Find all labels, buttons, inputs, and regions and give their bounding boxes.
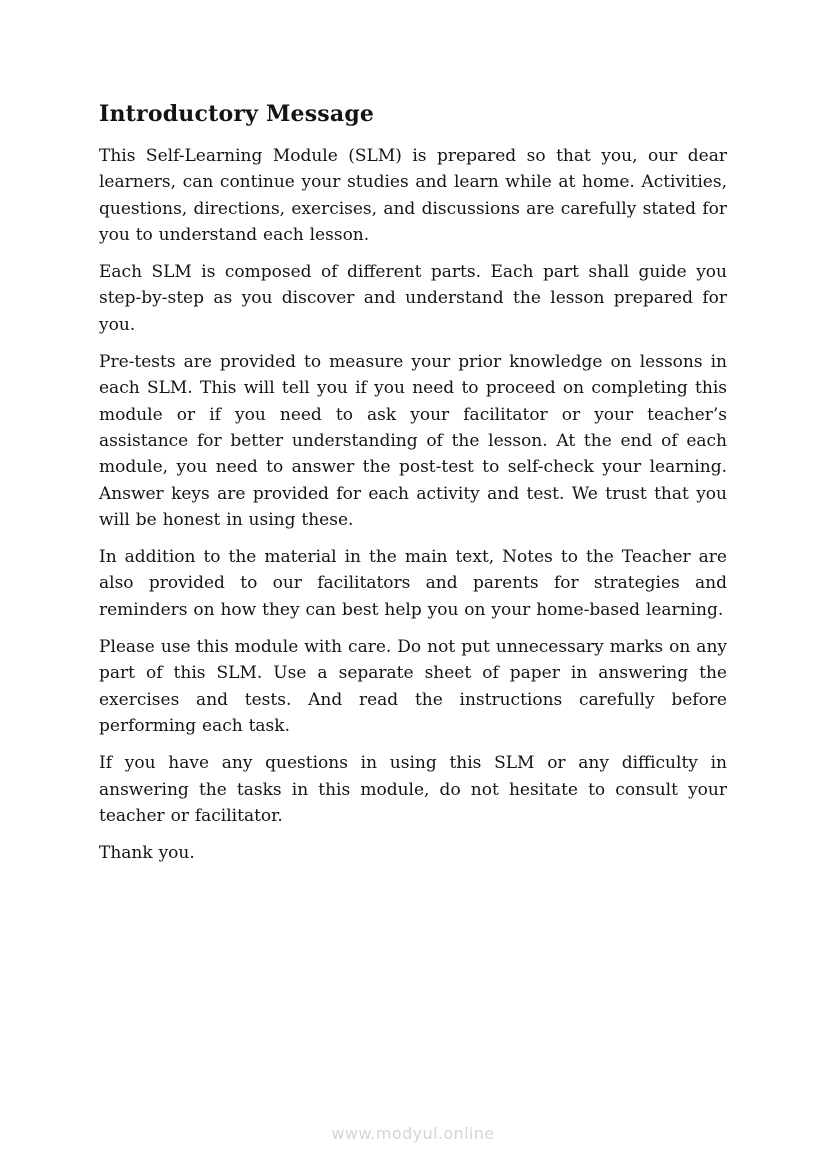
paragraph-intro: This Self-Learning Module (SLM) is prepared so that you, our dear learners, can continue your studies and learn while at home. Activities, questions, directions, exercises, and discussions are carefully stated for you to understand each lesson. [99,146,727,245]
paragraph-slm-parts: Each SLM is composed of different parts. Each part shall guide you step-by-step as you discover and understand the lesson prepared for you. [99,262,727,335]
footer-watermark: www.modyul.online [331,1124,495,1143]
closing-line: Thank you. [99,843,195,864]
paragraph-care-instructions: Please use this module with care. Do not put unnecessary marks on any part of this SLM. Use a separate sheet of paper in answering the exercises and tests. And read the instructions carefully before performing each task. [99,637,727,736]
paragraph-pretests: Pre-tests are provided to measure your prior knowledge on lessons in each SLM. This will tell you if you need to proceed on completing this module or if you need to ask your facilitator or your teacher’s assistance for better understanding of the lesson. At the end of each module, you need to answer the post-test to self-check your learning. Answer keys are provided for each activity and test. We trust that you will be honest in using these. [99,352,727,530]
paragraph-notes-to-teacher: In addition to the material in the main text, Notes to the Teacher are also provided to our facilitators and parents for strategies and reminders on how they can best help you on your home-based learning. [99,547,727,620]
document-content [99,100,727,877]
paragraph-questions: If you have any questions in using this SLM or any difficulty in answering the tasks in this module, do not hesitate to consult your teacher or facilitator. [99,753,727,826]
page-heading: Introductory Message [99,101,375,127]
